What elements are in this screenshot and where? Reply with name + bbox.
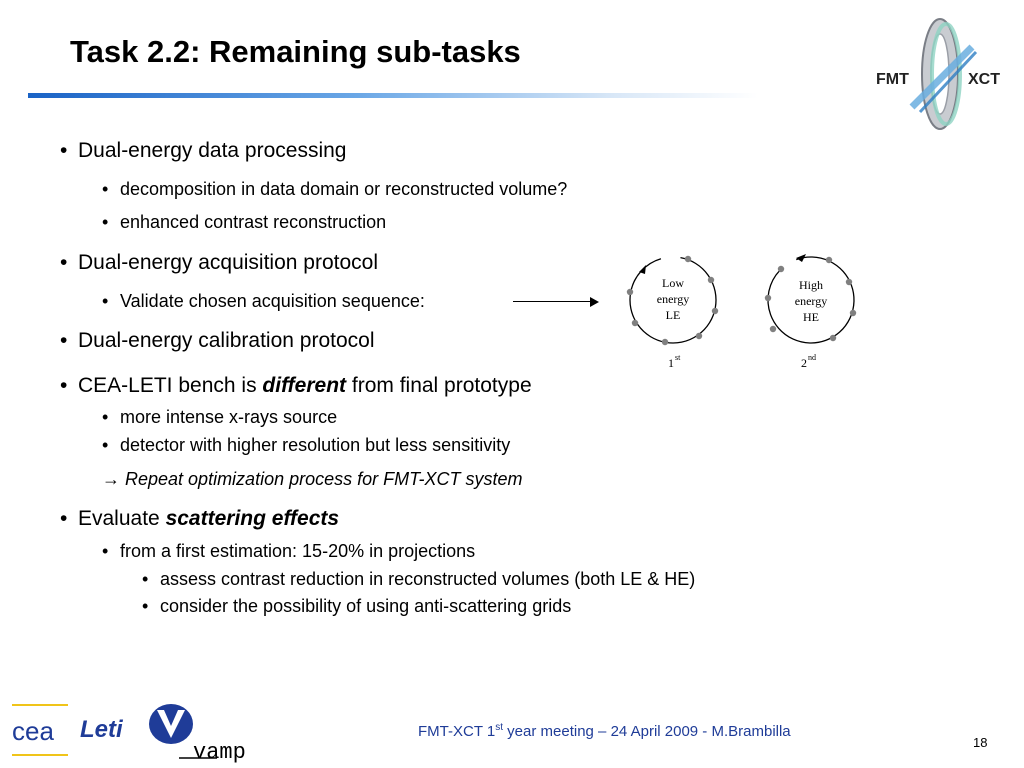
bullet-evaluate-scattering: • Evaluate scattering effects	[60, 507, 340, 530]
footer-meeting-info: FMT-XCT 1st year meeting – 24 April 2009 - M.Brambilla	[418, 722, 791, 740]
sub-sub-bullet-assess-contrast: • assess contrast reduction in reconstructed volumes (both LE & HE)	[142, 569, 696, 589]
low-energy-dot	[685, 256, 691, 262]
sub-bullet-validate-sequence: • Validate chosen acquisition sequence:	[102, 291, 425, 311]
low-energy-dot	[627, 289, 633, 295]
low-energy-order-sup: st	[675, 353, 681, 362]
sub-bullet-enhanced-contrast: • enhanced contrast reconstruction	[102, 212, 387, 232]
sub-bullet-decomposition: • decomposition in data domain or reconstructed volume?	[102, 179, 568, 199]
bullet-calibration-protocol: • Dual-energy calibration protocol	[60, 329, 375, 352]
high-energy-label-3: HE	[803, 310, 819, 324]
low-energy-dot	[708, 277, 714, 283]
high-energy-dot	[846, 279, 852, 285]
high-energy-dot	[770, 326, 776, 332]
sub-bullet-detector: • detector with higher resolution but less sensitivity	[102, 435, 511, 455]
high-energy-dot	[765, 295, 771, 301]
high-energy-order-sup: nd	[808, 353, 816, 362]
pointer-arrow-line	[513, 301, 593, 302]
low-energy-dot	[696, 333, 702, 339]
bullet-dual-energy-processing: • Dual-energy data processing	[60, 139, 347, 162]
note-repeat-optimization: → Repeat optimization process for FMT-XCT system	[102, 469, 523, 489]
slide-title: Task 2.2: Remaining sub-tasks	[70, 34, 521, 69]
low-energy-order: 1	[668, 356, 674, 370]
vamp-logo	[145, 700, 265, 764]
leti-logo: Leti	[80, 716, 123, 743]
sub-bullet-xray-source: • more intense x-rays source	[102, 407, 338, 427]
cea-logo-text: cea	[12, 716, 54, 746]
bullet-acquisition-protocol: • Dual-energy acquisition protocol	[60, 251, 378, 274]
sub-sub-bullet-anti-scattering: • consider the possibility of using anti-scattering grids	[142, 596, 572, 616]
bullet-cea-leti-bench: • CEA-LETI bench is different from final prototype	[60, 374, 532, 397]
page-number: 18	[973, 735, 988, 750]
high-energy-order: 2	[801, 356, 807, 370]
high-energy-dot	[826, 257, 832, 263]
low-energy-dot	[712, 308, 718, 314]
low-energy-dot	[632, 320, 638, 326]
high-energy-dot	[830, 335, 836, 341]
vamp-logo-text: vamp	[193, 740, 246, 764]
acquisition-sequence-diagram	[615, 245, 875, 375]
high-energy-label-1: High	[799, 278, 823, 292]
low-energy-dot	[662, 339, 668, 345]
low-energy-label-2: energy	[656, 292, 690, 306]
high-energy-dot	[850, 310, 856, 316]
high-energy-label-2: energy	[794, 294, 828, 308]
low-energy-label-3: LE	[665, 308, 681, 322]
high-energy-dot	[778, 266, 784, 272]
cea-logo	[10, 700, 70, 760]
pointer-arrow-head	[590, 297, 599, 307]
fmt-logo-text: FMT	[876, 71, 909, 88]
sub-bullet-first-estimation: • from a first estimation: 15-20% in projections	[102, 541, 476, 561]
xct-logo-text: XCT	[968, 71, 1000, 88]
low-energy-label-1: Low	[662, 276, 684, 290]
